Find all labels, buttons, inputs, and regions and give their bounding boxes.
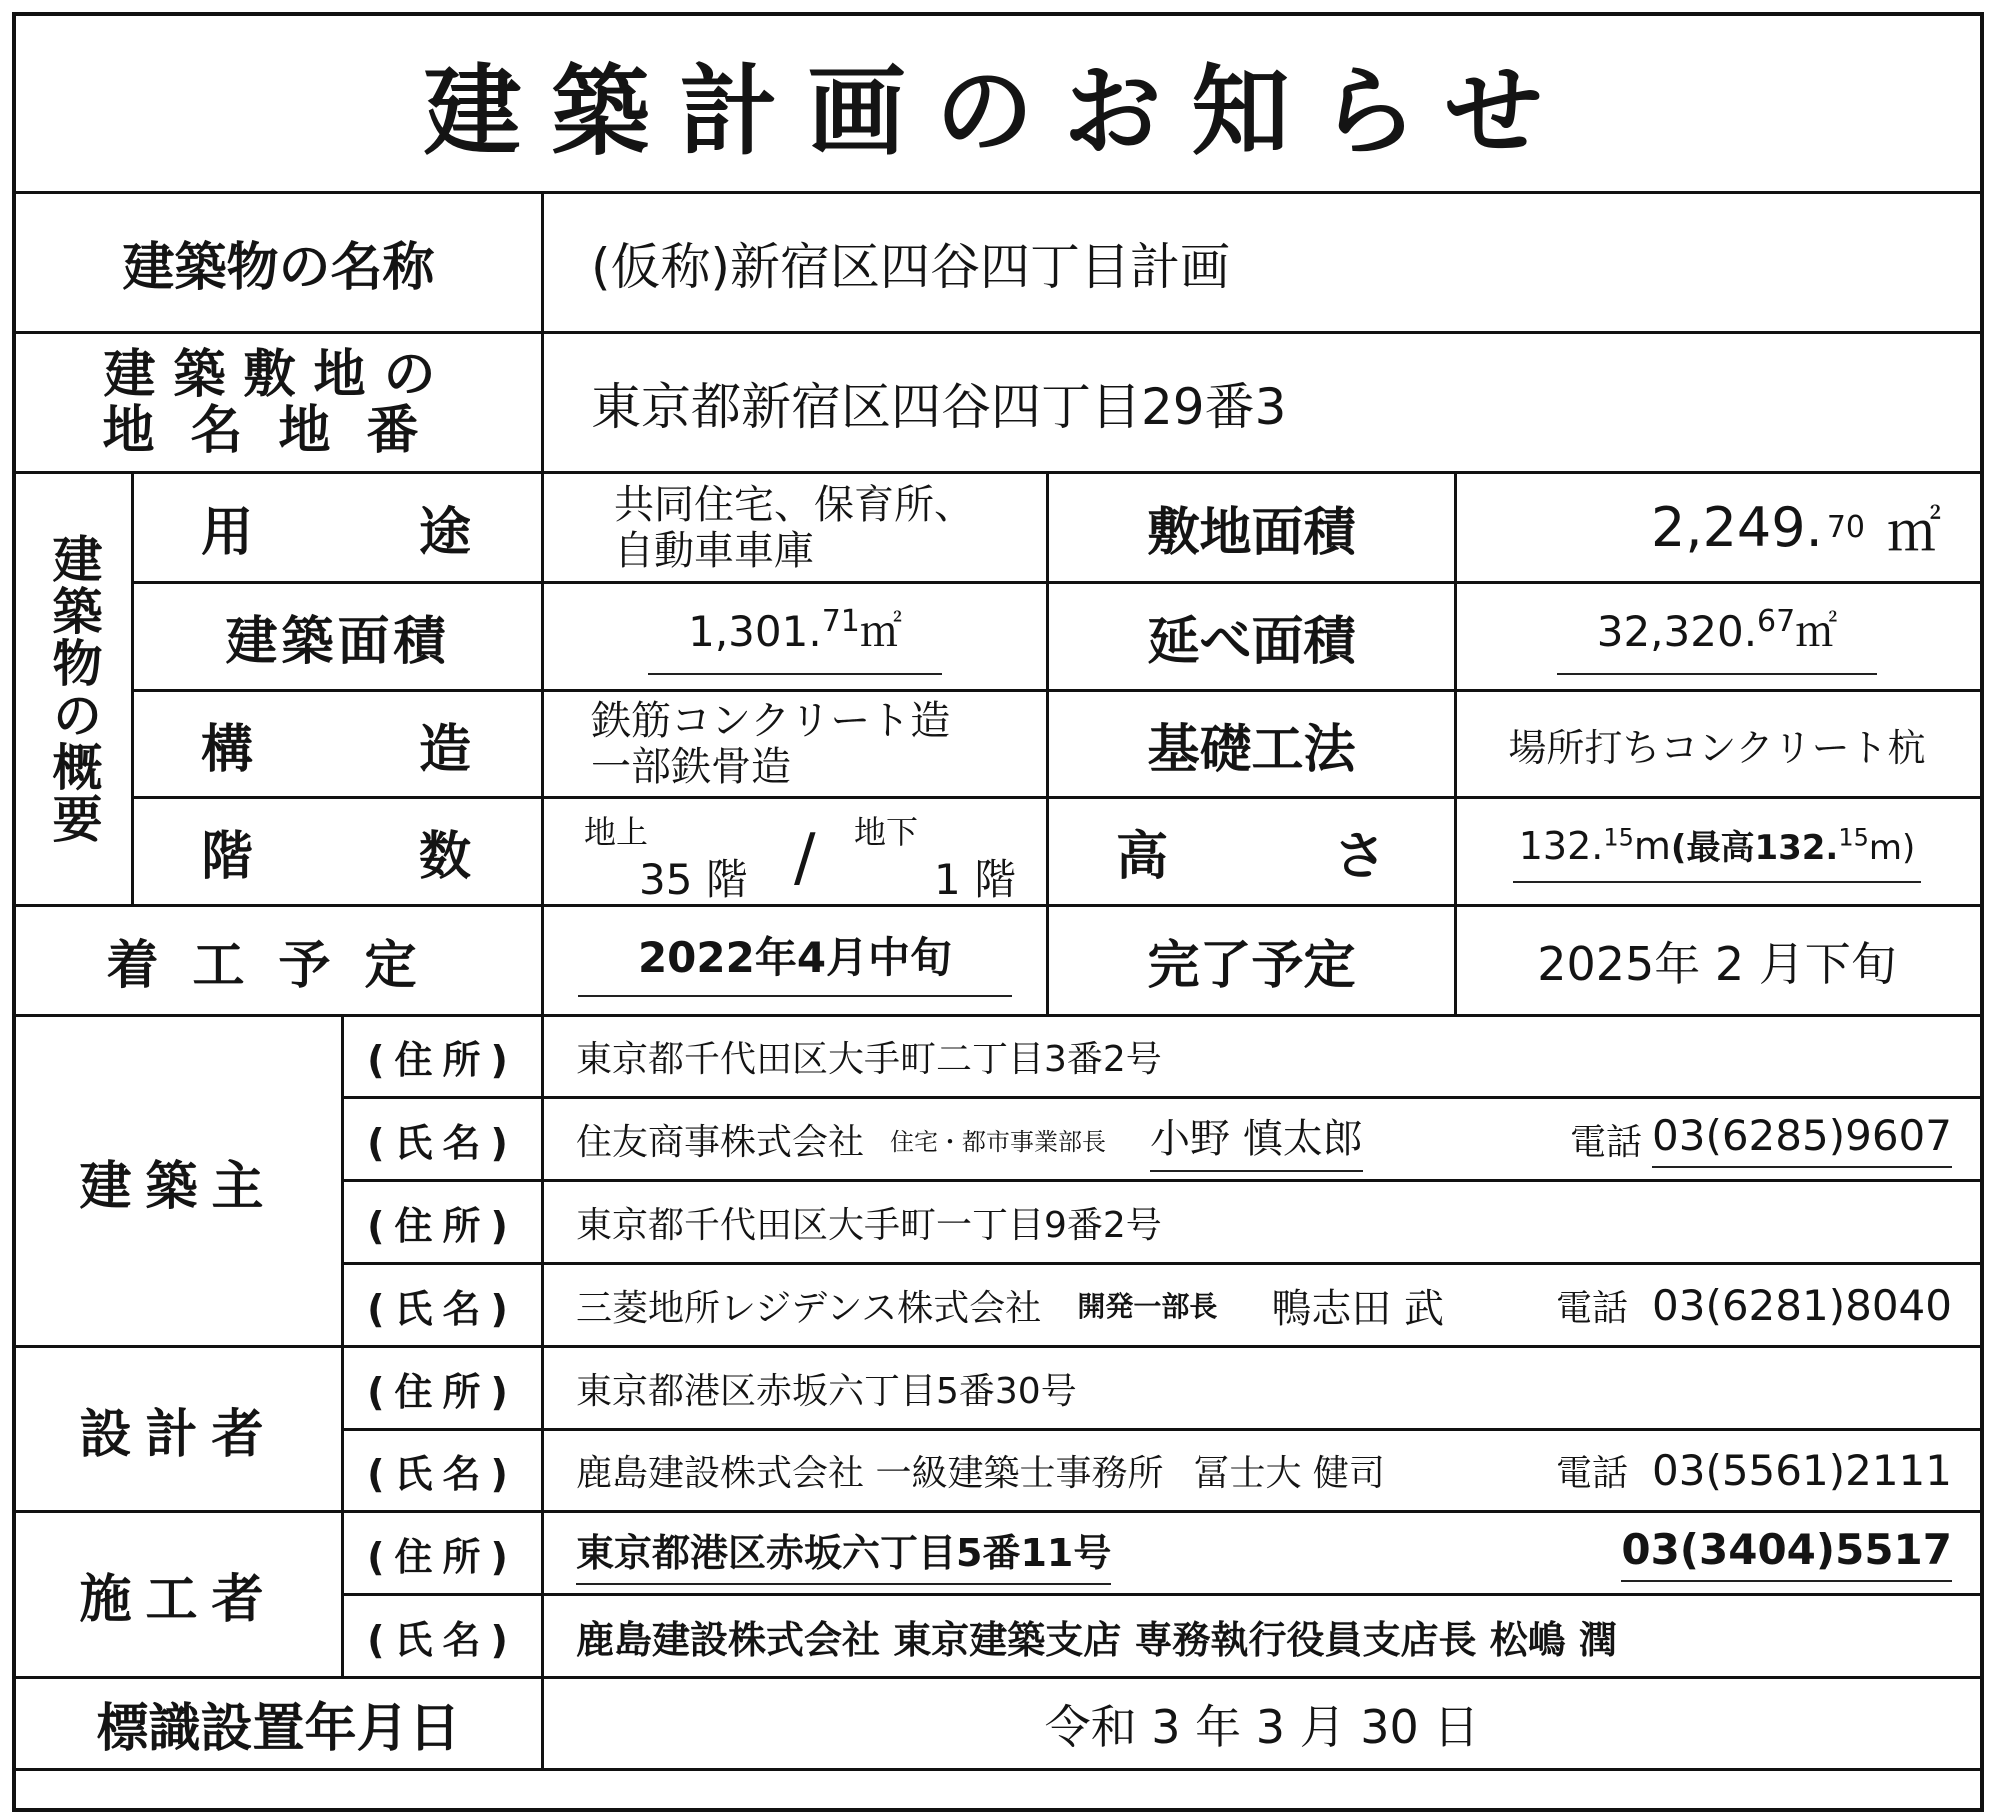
designer-name-row: [576, 1431, 1976, 1510]
designer-address: 東京都港区赤坂六丁目5番30号: [576, 1370, 1077, 1412]
completion-label: 完了予定: [1147, 936, 1356, 996]
below-ground-value: 1 階: [934, 855, 1017, 904]
building-area-value: [544, 584, 1046, 689]
building-name-label: 建築物の名称: [122, 238, 435, 298]
site-address-value: 東京都新宿区四谷四丁目29番3: [591, 377, 1287, 436]
start-label: 着工予定: [106, 936, 451, 996]
owner-name-label-2: (氏名): [367, 1286, 518, 1331]
height-decimal: 15: [1603, 823, 1634, 852]
floors-slash: /: [794, 821, 816, 895]
structure-value-line2: 一部鉄骨造: [591, 744, 791, 790]
structure-value-line1: 鉄筋コンクリート造: [591, 698, 951, 744]
designer-person: 冨士大 健司: [1193, 1453, 1385, 1494]
height-value: [1457, 799, 1977, 904]
floor-area-number: 32,320.: [1596, 606, 1758, 656]
use-label-b: 途: [418, 503, 471, 563]
floors-label: [201, 799, 471, 904]
owner-tel-label-1: 電話: [1569, 1121, 1642, 1163]
height-label-a: 高: [1116, 827, 1169, 887]
floor-area-unit: ㎡: [1795, 606, 1838, 656]
building-area-unit: ㎡: [859, 606, 902, 656]
contractor-address-label: (住所): [367, 1534, 518, 1579]
above-ground-label: 地上: [584, 813, 649, 851]
designer-tel: 03(5561)2111: [1652, 1446, 1952, 1495]
contractor-label: 施工者: [79, 1570, 278, 1630]
structure-label: [201, 692, 471, 796]
height-label: [1116, 799, 1386, 904]
above-ground-value: 35 階: [639, 855, 748, 904]
floors-label-b: 数: [418, 827, 471, 887]
posting-label: 標識設置年月日: [96, 1699, 461, 1759]
owner-address-2: 東京都千代田区大手町一丁目9番2号: [576, 1204, 1162, 1246]
divider: [16, 1768, 1980, 1771]
building-name-value: (仮称)新宿区四谷四丁目計画: [591, 237, 1231, 296]
use-label-a: 用: [201, 503, 254, 563]
start-value-text: 2022年4月中旬: [578, 925, 1012, 997]
floor-area-underline: [1557, 599, 1878, 675]
owner-title-1: 住宅・都市事業部長: [890, 1127, 1107, 1156]
floors-label-a: 階: [201, 827, 254, 887]
page-title: 建築計画のお知らせ: [423, 55, 1573, 169]
structure-value: [591, 692, 1046, 796]
owner-name-row-2: [576, 1265, 1976, 1345]
site-area-label: 敷地面積: [1147, 503, 1356, 563]
site-area-decimal: 70: [1826, 510, 1865, 545]
max-height-prefix: (最高132.: [1670, 828, 1839, 868]
building-area-number: 1,301.: [688, 606, 822, 656]
contractor-name-label: (氏名): [367, 1617, 518, 1662]
contractor-tel: 03(3404)5517: [1621, 1525, 1952, 1582]
owner-address-label-2: (住所): [367, 1203, 518, 1248]
owner-tel-1: 03(6285)9607: [1652, 1111, 1952, 1168]
overview-group-label-text: 建築物の概要: [44, 533, 103, 845]
use-label: [201, 474, 471, 581]
posting-value: 令和 3 年 3 月 30 日: [1044, 1699, 1480, 1754]
designer-company: 鹿島建設株式会社 一級建築士事務所: [576, 1453, 1164, 1494]
foundation-label: 基礎工法: [1147, 719, 1356, 780]
height-label-b: さ: [1333, 827, 1386, 887]
site-address-label-line2: 地名地番: [102, 400, 455, 461]
owner-company-1: 住友商事株式会社: [576, 1121, 865, 1163]
floor-area-label: 延べ面積: [1147, 612, 1356, 672]
building-area-label: 建築面積: [225, 612, 450, 672]
height-unit: m: [1633, 824, 1671, 868]
use-value-line1: 共同住宅、保育所、: [614, 481, 974, 528]
owner-person-2: 鴨志田 武: [1271, 1285, 1445, 1332]
designer-address-label: (住所): [367, 1369, 518, 1414]
floor-area-value: [1457, 584, 1977, 689]
site-address-label-line1: 建築敷地の: [103, 344, 454, 405]
owner-title-2: 開発一部長: [1077, 1290, 1218, 1323]
max-height-suffix: m): [1868, 828, 1916, 868]
owner-tel-label-2: 電話: [1555, 1287, 1628, 1329]
foundation-value: 場所打ちコンクリート杭: [1508, 725, 1926, 770]
overview-group-label: [16, 474, 131, 904]
floor-area-decimal: 67: [1757, 603, 1796, 639]
floors-value: [544, 799, 1046, 904]
below-ground-label: 地下: [854, 813, 919, 851]
owner-label: 建築主: [79, 1156, 278, 1217]
owner-name-row-1: [576, 1099, 1976, 1179]
owner-tel-2: 03(6281)8040: [1652, 1280, 1952, 1330]
owner-name-label-1: (氏名): [367, 1120, 518, 1165]
structure-label-a: 構: [201, 719, 254, 780]
building-area-decimal: 71: [821, 603, 860, 639]
owner-address-1: 東京都千代田区大手町二丁目3番2号: [576, 1039, 1162, 1080]
contractor-address-row: [576, 1513, 1976, 1593]
designer-tel-label: 電話: [1555, 1453, 1628, 1494]
completion-value: 2025年 2 月下旬: [1537, 936, 1897, 991]
notice-board: [12, 12, 1984, 1812]
max-height-decimal: 15: [1838, 823, 1869, 852]
owner-company-2: 三菱地所レジデンス株式会社: [576, 1287, 1042, 1329]
designer-name-label: (氏名): [367, 1452, 518, 1496]
owner-address-label-1: (住所): [367, 1038, 518, 1082]
site-area-number: 2,249.: [1651, 496, 1823, 559]
structure-label-b: 造: [418, 719, 471, 780]
use-value: [614, 474, 1044, 581]
height-underline: [1513, 820, 1922, 883]
start-value: [544, 907, 1046, 1014]
site-address-label: [16, 334, 541, 471]
contractor-name: 鹿島建設株式会社 東京建築支店 専務執行役員支店長 松嶋 潤: [576, 1617, 1617, 1662]
owner-person-1: 小野 慎太郎: [1150, 1107, 1363, 1172]
building-area-underline: [648, 599, 942, 675]
use-value-line2: 自動車車庫: [614, 527, 814, 574]
site-area-value: [1457, 474, 1977, 581]
designer-label: 設計者: [79, 1404, 278, 1465]
site-area-unit: ㎡: [1887, 500, 1941, 563]
height-number: 132.: [1518, 824, 1604, 868]
contractor-address: 東京都港区赤坂六丁目5番11号: [576, 1522, 1111, 1585]
